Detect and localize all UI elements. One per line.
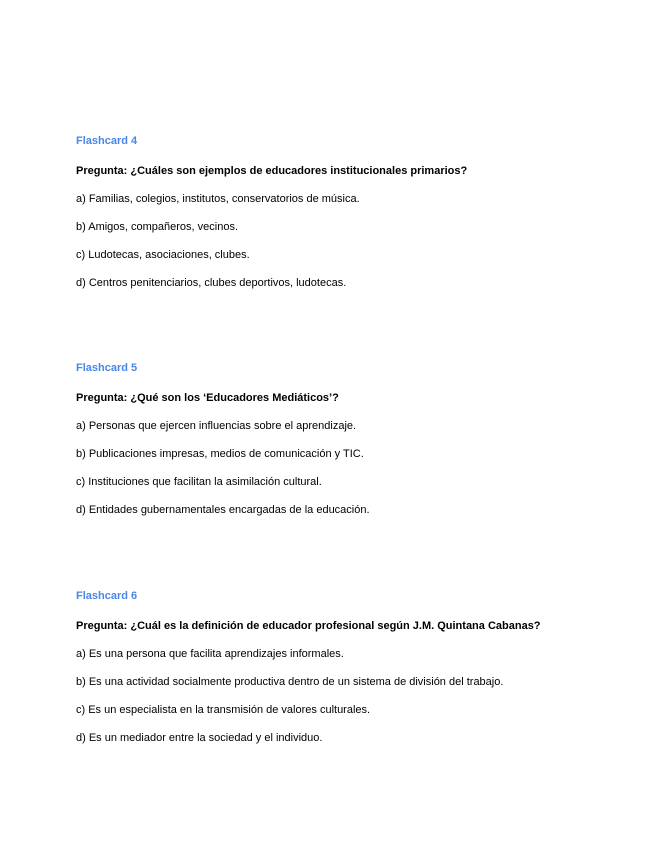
- flashcard-question: Pregunta: ¿Cuáles son ejemplos de educadores institucionales primarios?: [76, 165, 468, 177]
- answer-option-d: d) Entidades gubernamentales encargadas de la educación.: [76, 504, 370, 516]
- flashcard-title: Flashcard 6: [76, 590, 138, 602]
- flashcard-question: Pregunta: ¿Qué son los ‘Educadores Mediáticos’?: [76, 392, 339, 404]
- answer-option-c: c) Es un especialista en la transmisión de valores culturales.: [76, 704, 371, 716]
- answer-option-b: b) Es una actividad socialmente productiva dentro de un sistema de división del trabajo.: [76, 676, 504, 688]
- flashcard-title: Flashcard 5: [76, 362, 138, 374]
- flashcard-question: Pregunta: ¿Cuál es la definición de educador profesional según J.M. Quintana Cabanas?: [76, 620, 541, 632]
- answer-option-c: c) Ludotecas, asociaciones, clubes.: [76, 249, 250, 261]
- answer-option-c: c) Instituciones que facilitan la asimilación cultural.: [76, 476, 322, 488]
- answer-option-a: a) Personas que ejercen influencias sobre el aprendizaje.: [76, 420, 357, 432]
- answer-option-a: a) Es una persona que facilita aprendizajes informales.: [76, 648, 344, 660]
- answer-option-d: d) Centros penitenciarios, clubes deportivos, ludotecas.: [76, 277, 347, 289]
- answer-option-b: b) Publicaciones impresas, medios de comunicación y TIC.: [76, 448, 364, 460]
- flashcard-5: [76, 361, 636, 517]
- flashcard-6: [76, 589, 636, 745]
- answer-option-d: d) Es un mediador entre la sociedad y el individuo.: [76, 732, 323, 744]
- answer-option-b: b) Amigos, compañeros, vecinos.: [76, 221, 239, 233]
- flashcard-4: [76, 134, 636, 290]
- flashcard-title: Flashcard 4: [76, 135, 138, 147]
- answer-option-a: a) Familias, colegios, institutos, conservatorios de música.: [76, 193, 360, 205]
